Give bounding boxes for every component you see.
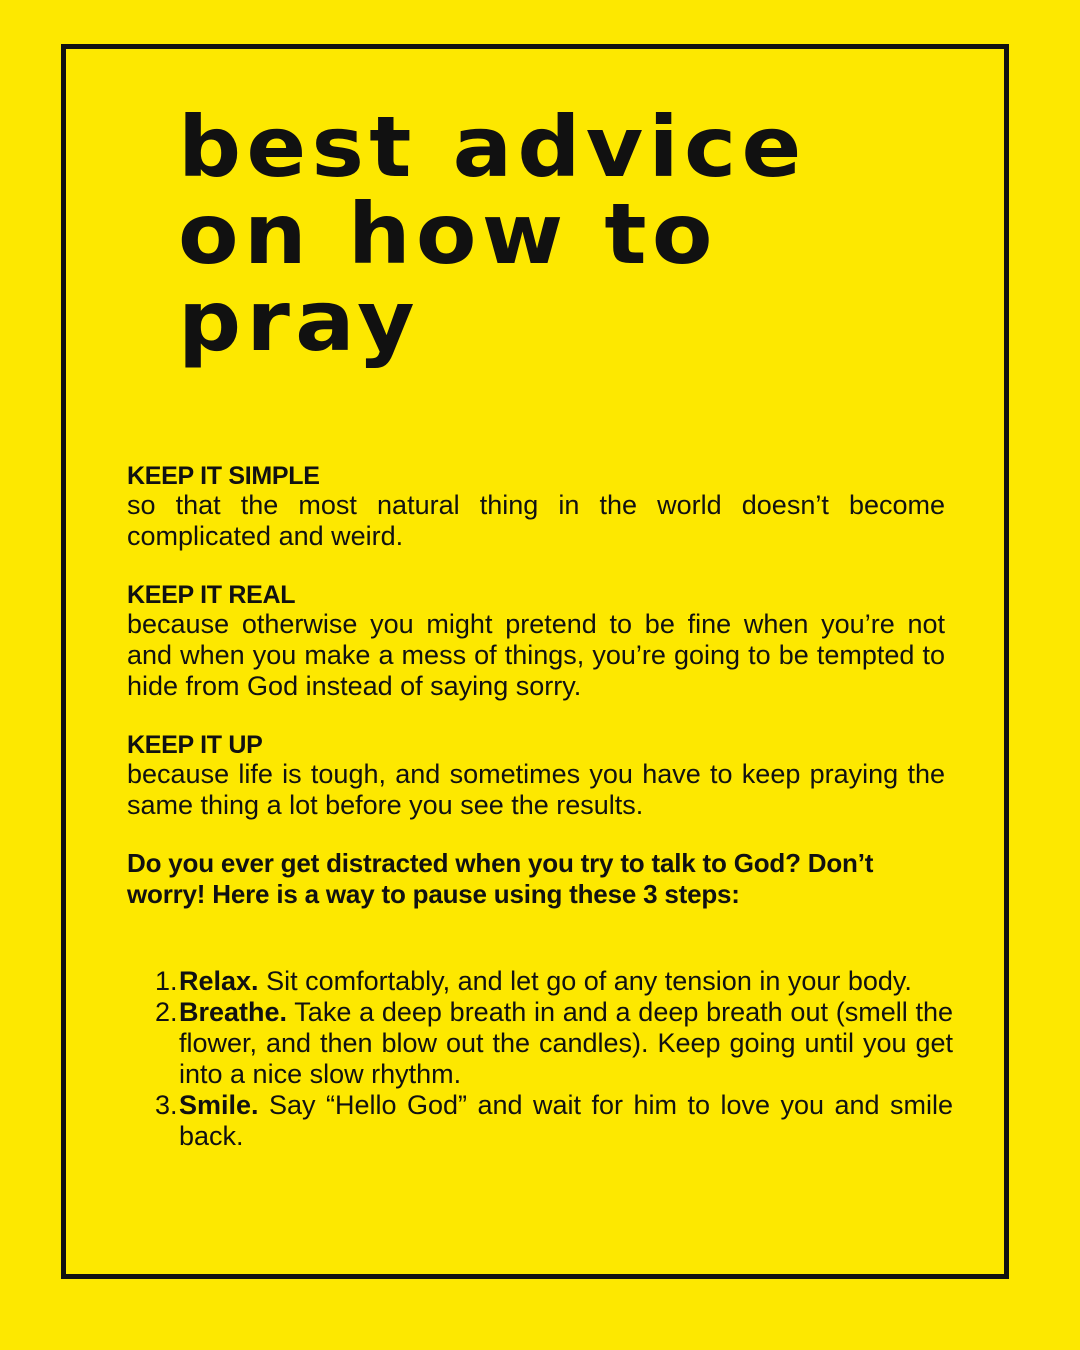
step-lead: Smile. [179, 1090, 259, 1120]
title-line-3: pray [178, 272, 420, 370]
advice-content [127, 462, 953, 1152]
section-keep-it-real [127, 581, 945, 702]
section-keep-it-up [127, 731, 945, 821]
title-line-1: best advice [178, 98, 807, 196]
section-body: so that the most natural thing in the world doesn’t become complicated and weird. [127, 490, 945, 551]
step-relax [127, 966, 953, 997]
steps-list [127, 966, 953, 1152]
step-lead: Breathe. [179, 997, 288, 1027]
step-text: Say “Hello God” and wait for him to love you and smile back. [179, 1090, 953, 1151]
title-line-2: on how to [178, 185, 718, 283]
section-heading: KEEP IT SIMPLE [127, 462, 320, 490]
distraction-question: Do you ever get distracted when you try to talk to God? Don’t worry! Here is a way to pause using these 3 steps: [127, 848, 874, 909]
section-keep-it-simple [127, 462, 945, 552]
step-smile [127, 1090, 953, 1152]
page-title [178, 98, 976, 370]
step-text: Take a deep breath in and a deep breath out (smell the flower, and then blow out the candles). Keep going until you get into a nice slow rhythm. [179, 997, 953, 1089]
section-body: because otherwise you might pretend to be fine when you’re not and when you make a mess of things, you’re going to be tempted to hide from God instead of saying sorry. [127, 609, 945, 701]
section-heading: KEEP IT REAL [127, 581, 296, 609]
step-number: 2. [155, 997, 178, 1027]
step-text: Sit comfortably, and let go of any tension in your body. [258, 966, 912, 996]
step-number: 3. [155, 1090, 178, 1120]
step-breathe [127, 997, 953, 1090]
step-number: 1. [155, 966, 178, 996]
step-lead: Relax. [179, 966, 259, 996]
section-heading: KEEP IT UP [127, 731, 263, 759]
section-body: because life is tough, and sometimes you have to keep praying the same thing a lot before you see the results. [127, 759, 945, 820]
